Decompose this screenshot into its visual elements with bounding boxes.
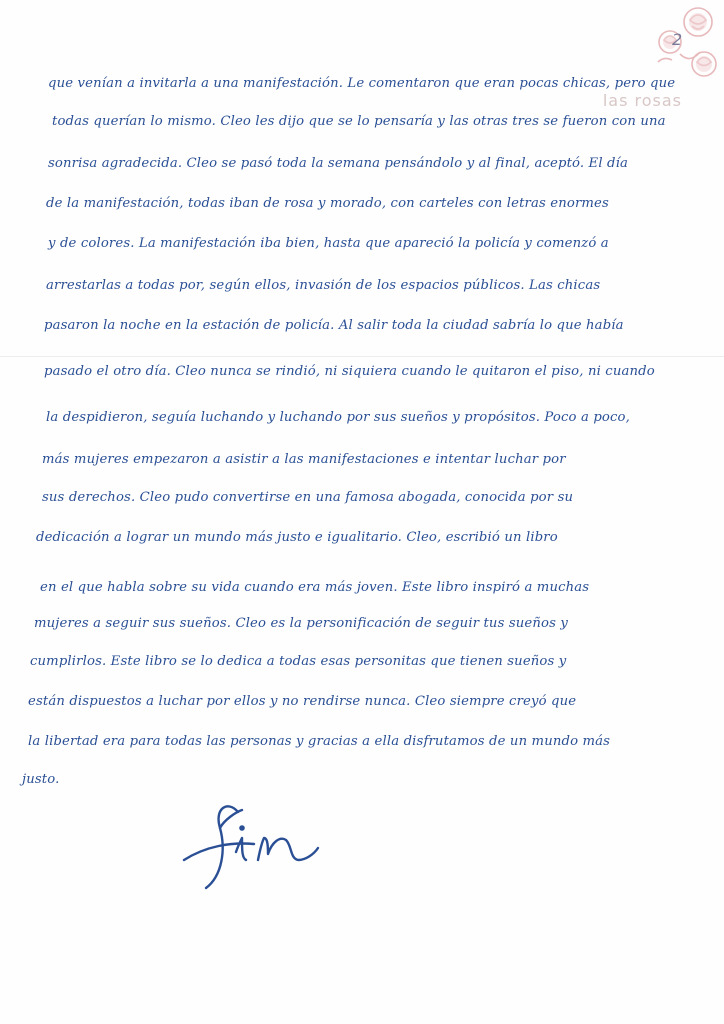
text-line: sus derechos. Cleo pudo convertirse en una famosa abogada, conocida por su bbox=[42, 490, 574, 505]
text-line: la libertad era para todas las personas y gracias a ella disfrutamos de un mundo más bbox=[28, 734, 611, 749]
page-fold-line bbox=[0, 356, 724, 357]
text-line: están dispuestos a luchar por ellos y no rendirse nunca. Cleo siempre creyó que bbox=[28, 694, 577, 709]
text-line: y de colores. La manifestación iba bien, hasta que apareció la policía y comenzó a bbox=[48, 236, 609, 251]
fin-signature bbox=[176, 798, 326, 890]
text-line: que venían a invitarla a una manifestación. Le comentaron que eran pocas chicas, pero que bbox=[48, 76, 676, 91]
text-line: cumplirlos. Este libro se lo dedica a todas esas personitas que tienen sueños y bbox=[30, 654, 567, 669]
text-line: sonrisa agradecida. Cleo se pasó toda la semana pensándolo y al final, aceptó. El día bbox=[48, 156, 629, 171]
text-line: más mujeres empezaron a asistir a las manifestaciones e intentar luchar por bbox=[42, 452, 566, 467]
text-line: dedicación a lograr un mundo más justo e igualitario. Cleo, escribió un libro bbox=[36, 530, 558, 545]
text-line: la despidieron, seguía luchando y luchando por sus sueños y propósitos. Poco a poco, bbox=[46, 410, 630, 425]
text-line: en el que habla sobre su vida cuando era más joven. Este libro inspiró a muchas bbox=[40, 580, 590, 595]
text-line: justo. bbox=[22, 772, 60, 787]
text-line: arrestarlas a todas por, según ellos, invasión de los espacios públicos. Las chicas bbox=[46, 278, 601, 293]
page-number: 2 bbox=[672, 30, 683, 49]
text-line: pasado el otro día. Cleo nunca se rindió, ni siquiera cuando le quitaron el piso, ni cuando bbox=[44, 364, 655, 379]
watermark-text: las rosas bbox=[602, 91, 682, 110]
text-line: mujeres a seguir sus sueños. Cleo es la personificación de seguir tus sueños y bbox=[34, 616, 568, 631]
text-line: de la manifestación, todas iban de rosa y morado, con carteles con letras enormes bbox=[46, 196, 609, 211]
text-line: todas querían lo mismo. Cleo les dijo que se lo pensaría y las otras tres se fueron con una bbox=[52, 114, 666, 129]
text-line: pasaron la noche en la estación de policía. Al salir toda la ciudad sabría lo que había bbox=[44, 318, 624, 333]
